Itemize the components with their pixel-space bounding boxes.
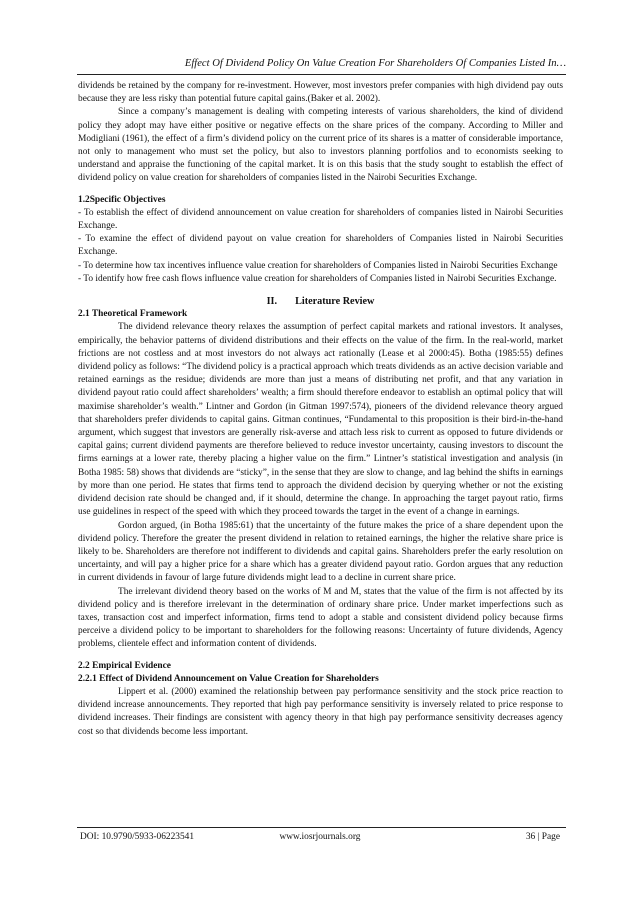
paragraph-gordon: Gordon argued, (in Botha 1985:61) that the uncertainty of the future makes the price of a share dependent upon the dividend policy. Therefore the greater the present dividend in relation to retained earnings, the higher the relative share price is likely to be. Shareholders are therefore not indifferent to dividends and capital gains. Shareholders prefer the early resolution on uncertainty, and will pay a higher price for a share which has a greater dividend payout ratio. Gordon argues that any reduction in current dividends in favour of large future dividends might lead to a decline in current share price. bbox=[78, 520, 563, 584]
running-header-title: Effect Of Dividend Policy On Value Creation For Shareholders Of Companies Listed In… bbox=[184, 58, 566, 69]
section-heading bbox=[78, 295, 563, 308]
dividend-announcement-subheading: 2.2.1 Effect of Dividend Announcement on Value Creation for Shareholders bbox=[78, 673, 379, 684]
paragraph-lippert: Lippert et al. (2000) examined the relationship between pay performance sensitivity and the stock price reaction to dividend increase announcements. They reported that high pay performance sensitivity is inversely related to price response to dividend increases. Their findings are consistent with agency theory in that high pay performance sensitivity decreases agency cost so that dividends become less important. bbox=[78, 686, 563, 737]
section-title: Literature Review bbox=[295, 296, 375, 308]
objective-item: - To establish the effect of dividend announcement on value creation for shareholders of companies listed in Nairobi Securities Exchange. bbox=[78, 207, 563, 232]
paragraph-dividend-policy-effects: Since a company’s management is dealing with competing interests of various shareholders, the kind of dividend policy they adopt may have either positive or negative effects on the share prices of the company. According to Miller and Modigliani (1961), the effect of a firm’s dividend policy on the current price of its shares is a matter of considerable importance, not only to management who must set the policy, but also to investors planning portfolios and to economists seeking to understand and appraise the functioning of the capital market. It is on this basis that the study sought to establish the effect of dividend policy on value creation for shareholders of companies listed in the Nairobi Securities Exchange. bbox=[78, 107, 563, 184]
footer-doi: DOI: 10.9790/5933-06223541 bbox=[80, 832, 195, 842]
section-number: II. bbox=[266, 296, 278, 308]
empirical-evidence-heading: 2.2 Empirical Evidence bbox=[78, 660, 171, 671]
objectives-heading: 1.2Specific Objectives bbox=[78, 194, 166, 205]
objective-item: - To examine the effect of dividend payout on value creation for shareholders of Companies listed in Nairobi Securities Exchange. bbox=[78, 234, 563, 258]
footer-rule bbox=[77, 827, 566, 828]
objective-item: - To determine how tax incentives influence value creation for shareholders of Companies listed in Nairobi Securities Exchange bbox=[78, 260, 558, 271]
theoretical-framework-heading: 2.1 Theoretical Framework bbox=[78, 309, 188, 320]
header-rule bbox=[77, 74, 566, 75]
footer-page-number: 36 | Page bbox=[525, 832, 560, 842]
footer-website: www.iosrjournals.org bbox=[279, 832, 361, 842]
paragraph-continued: dividends be retained by the company for re-investment. However, most investors prefer companies with high dividend pay outs because they are less risky than potential future capital gains.(Baker et al. 2002). bbox=[78, 81, 563, 105]
main-text bbox=[78, 80, 563, 739]
objective-item: - To identify how free cash flows influence value creation for shareholders of Companies listed in Nairobi Securities Exchange. bbox=[78, 273, 557, 284]
paragraph-relevance-theory: The dividend relevance theory relaxes the assumption of perfect capital markets and rational investors. It analyses, empirically, the behavior patterns of dividend distributions and their effects on the value of the firm. In the real-world, market frictions are not costless and at most investors do not always act rationally (Lease et al 2000:45). Botha (1985:55) defines dividend policy as follows: “The dividend policy is a practical approach which treats dividends as an active decision variable and retained earnings as the residue; dividends are more than just a means of distributing net profit, and that any variation in dividend payout ratio could affect shareholders’ wealth; a firm should therefore endeavor to establish an optimal policy that will maximise shareholder’s wealth.” Lintner and Gordon (in Gitman 1997:574), pioneers of the dividend relevance theory argued that shareholders prefer dividends to capital gains. Gitman continues, “Fundamental to this proposition is their bird-in-the-hand argument, which suggest that investors are generally risk-averse and attach less risk to current as opposed to future dividends or capital gains; current dividend payments are therefore believed to reduce investor uncertainty, causing investors to discount the firms earnings at a lower rate, thereby placing a higher value on the firm.” Lintner’s statistical investigation and analysis (in Botha 1985: 58) shows that dividends are “sticky”, in the sense that they are slow to change, and lag behind the shifts in earnings by more than one period. He states that firms tend to approach the dividend decision by querying whether or not the existing dividend decision rate should be changed and, if it should, determine the change. In approaching the target payout ratio, firms use guidelines in respect of the speed with which they proceed towards the target in the event of a change in earnings. bbox=[78, 322, 564, 518]
paragraph-irrelevant-theory: The irrelevant dividend theory based on the works of M and M, states that the value of the firm is not affected by its dividend policy and is therefore irrelevant in the determination of ordinary share price. Under market imperfections such as taxes, transaction cost and imperfect information, firms tend to adopt a stable and consistent dividend policy because firms perceive a dividend policy to be important to shareholders for the following reasons: Uncertainty of future dividends, Agency problems, clientele effect and information content of dividends. bbox=[78, 586, 563, 650]
